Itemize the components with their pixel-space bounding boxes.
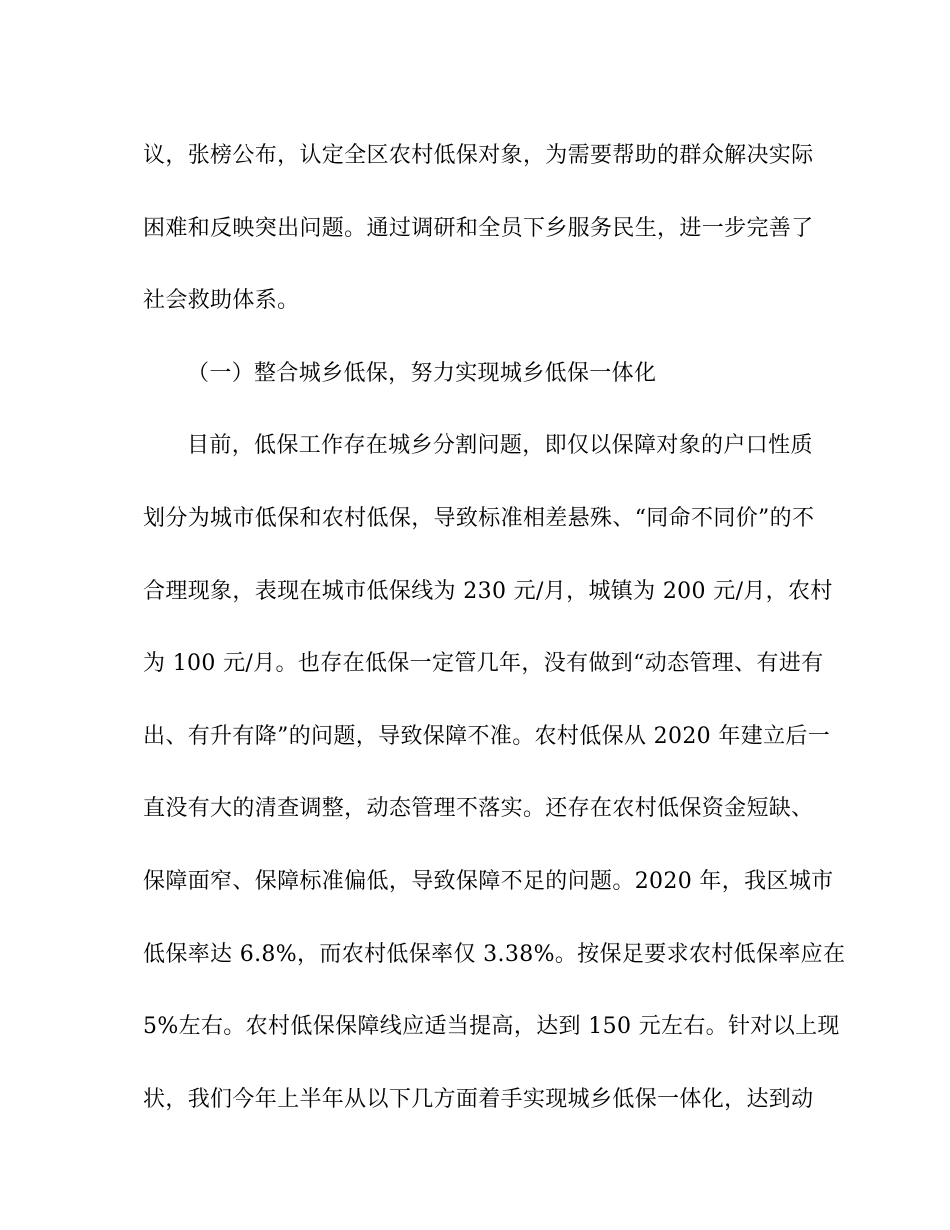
text-line: 低保率达 6.8%，而农村低保率仅 3.38%。按保足要求农村低保率应在 — [143, 941, 846, 967]
body-text — [143, 120, 846, 1136]
paragraph-start-line: 目前，低保工作存在城乡分割问题，即仅以保障对象的户口性质 — [187, 433, 813, 459]
text-line: 议，张榜公布，认定全区农村低保对象，为需要帮助的群众解决实际 — [143, 143, 814, 168]
section-heading: （一）整合城乡低保，努力实现城乡低保一体化 — [187, 360, 657, 386]
text-line: 为 100 元/月。也存在低保一定管几年，没有做到“动态管理、有进有 — [143, 651, 824, 677]
text-line: 直没有大的清查调整，动态管理不落实。还存在农村低保资金短缺、 — [143, 796, 814, 822]
text-line: 状，我们今年上半年从以下几方面着手实现城乡低保一体化，达到动 — [143, 1086, 814, 1112]
text-line: 5%左右。农村低保保障线应适当提高，达到 150 元左右。针对以上现 — [143, 1014, 840, 1040]
text-line: 划分为城市低保和农村低保，导致标准相差悬殊、“同命不同价”的不 — [143, 505, 815, 531]
text-line: 出、有升有降”的问题，导致保障不准。农村低保从 2020 年建立后一 — [143, 723, 831, 749]
text-line: 保障面窄、保障标准偏低，导致保障不足的问题。2020 年，我区城市 — [143, 868, 834, 894]
text-line: 社会救助体系。 — [143, 288, 300, 314]
text-line: 困难和反映突出问题。通过调研和全员下乡服务民生，进一步完善了 — [143, 215, 814, 241]
text-line: 合理现象，表现在城市低保线为 230 元/月，城镇为 200 元/月，农村 — [143, 578, 833, 604]
